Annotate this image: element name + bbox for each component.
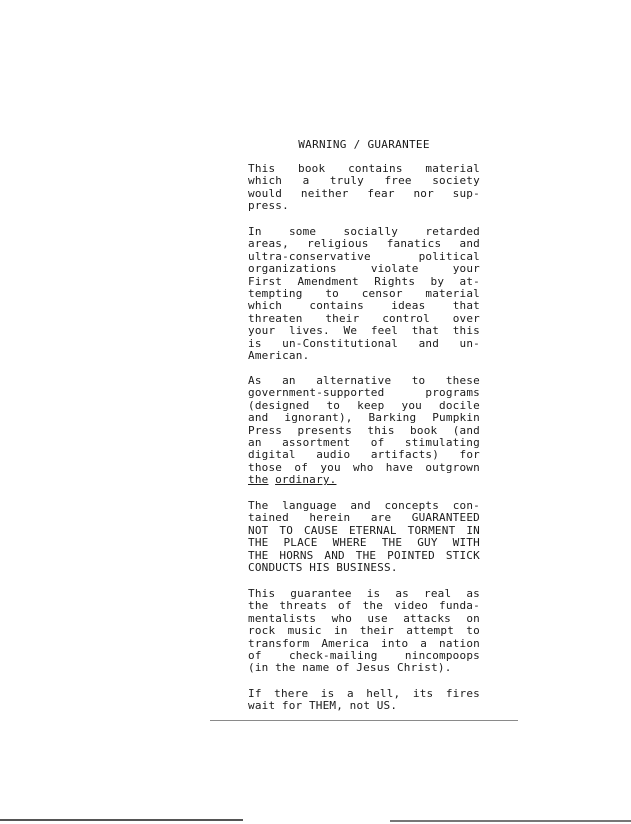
text-line: is un-Constitutional and un- bbox=[248, 336, 480, 350]
text-line: THE PLACE WHERE THE GUY WITH bbox=[248, 536, 480, 550]
scan-edge-left bbox=[0, 819, 243, 821]
text-line: tained herein are GUARANTEED bbox=[248, 511, 480, 525]
text-line: This guarantee is as real as bbox=[248, 587, 480, 600]
text-line: wait for THEM, not US. bbox=[248, 699, 398, 713]
text-line: an assortment of stimulating bbox=[248, 435, 480, 449]
text-line: First Amendment Rights by at- bbox=[248, 274, 480, 288]
closing-divider bbox=[210, 720, 518, 721]
text-line: transform America into a nation bbox=[248, 636, 480, 650]
text-line: threaten their control over bbox=[248, 311, 480, 325]
paragraph-4 bbox=[248, 500, 480, 574]
text-line: This book contains material bbox=[248, 162, 480, 175]
text-line: Press presents this book (and bbox=[248, 423, 480, 437]
text-line: THE HORNS AND THE POINTED STICK bbox=[248, 548, 480, 562]
text-line: American. bbox=[248, 348, 310, 362]
text-line: would neither fear nor sup- bbox=[248, 186, 480, 200]
paragraph-6 bbox=[248, 688, 480, 713]
paragraph-2 bbox=[248, 226, 480, 362]
text-line: If there is a hell, its fires bbox=[248, 687, 480, 700]
text-line: your lives. We feel that this bbox=[248, 324, 480, 338]
paragraph-5 bbox=[248, 588, 480, 675]
text-line: The language and concepts con- bbox=[248, 499, 480, 512]
text-line: ultra-conservative political bbox=[248, 249, 480, 263]
text-line: mentalists who use attacks on bbox=[248, 611, 480, 625]
paragraph-3 bbox=[248, 375, 480, 487]
text-line: areas, religious fanatics and bbox=[248, 237, 480, 251]
text-line: (in the name of Jesus Christ). bbox=[248, 661, 452, 675]
text-line: the threats of the video funda- bbox=[248, 599, 480, 613]
text-line: digital audio artifacts) for bbox=[248, 448, 480, 462]
page-title: WARNING / GUARANTEE bbox=[298, 138, 430, 151]
text-line: government-supported programs bbox=[248, 386, 480, 400]
text-line: tempting to censor material bbox=[248, 286, 480, 300]
paragraph-1 bbox=[248, 163, 480, 213]
text-line: of check-mailing nincompoops bbox=[248, 648, 480, 662]
text-line: In some socially retarded bbox=[248, 225, 480, 238]
text-line: NOT TO CAUSE ETERNAL TORMENT IN bbox=[248, 523, 480, 537]
text-line: rock music in their attempt to bbox=[248, 624, 480, 638]
text-line: the ordinary. bbox=[248, 473, 337, 487]
text-line: which contains ideas that bbox=[248, 299, 480, 313]
text-line: (designed to keep you docile bbox=[248, 398, 480, 412]
text-line: organizations violate your bbox=[248, 262, 480, 276]
text-line: CONDUCTS HIS BUSINESS. bbox=[248, 560, 398, 574]
text-line: As an alternative to these bbox=[248, 374, 480, 387]
text-line: those of you who have outgrown bbox=[248, 460, 480, 474]
scan-edge-right bbox=[390, 820, 631, 822]
text-line: which a truly free society bbox=[248, 174, 480, 188]
text-line: and ignorant), Barking Pumpkin bbox=[248, 411, 480, 425]
text-line: press. bbox=[248, 199, 289, 213]
